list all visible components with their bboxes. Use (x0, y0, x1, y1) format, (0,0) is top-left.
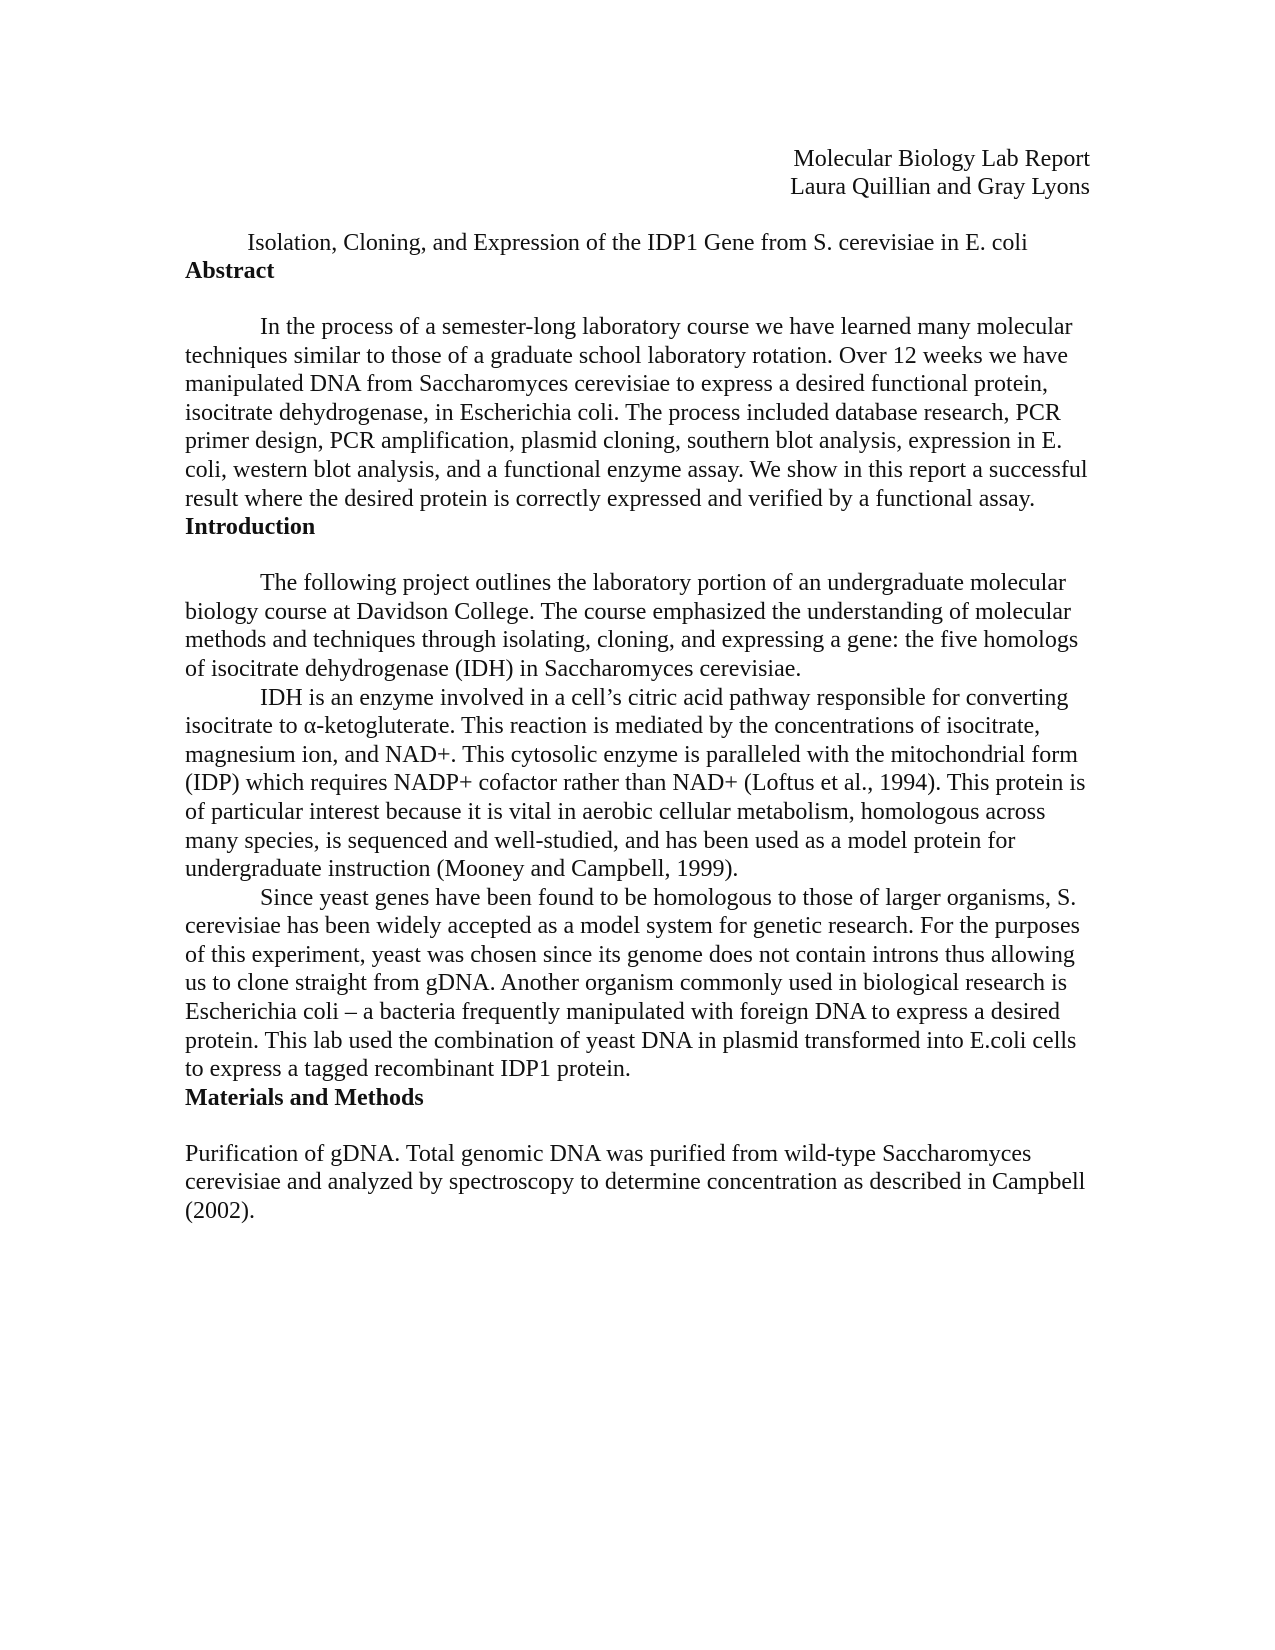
intro-paragraph-2: IDH is an enzyme involved in a cell’s citric acid pathway responsible for converting isocitrate to α-ketogluterate. This reaction is mediated by the concentrations of isocitrate, magnesium ion, and NAD+. This cytosolic enzyme is paralleled with the mitochondrial form (IDP) which requires NADP+ cofactor rather than NAD+ (Loftus et al., 1994). This protein is of particular interest because it is vital in aerobic cellular metabolism, homologous across many species, is sequenced and well-studied, and has been used as a model protein for undergraduate instruction (Mooney and Campbell, 1999). (185, 684, 1086, 883)
methods-heading: Materials and Methods (185, 1084, 424, 1111)
intro-paragraph-1: The following project outlines the laboratory portion of an undergraduate molecular biology course at Davidson College. The course emphasized the understanding of molecular methods and techniques through isolating, cloning, and expressing a gene: the five homologs of isocitrate dehydrogenase (IDH) in Saccharomyces cerevisiae. (185, 570, 1079, 682)
methods-paragraph: Purification of gDNA. Total genomic DNA was purified from wild-type Saccharomyces cerevisiae and analyzed by spectroscopy to determine concentration as described in Campbell (2002). (185, 1140, 1086, 1225)
report-title: Isolation, Cloning, and Expression of the IDP1 Gene from S. cerevisiae in E. coli (247, 230, 1028, 256)
abstract-paragraph: In the process of a semester-long laboratory course we have learned many molecular techniques similar to those of a graduate school laboratory rotation. Over 12 weeks we have manipulated DNA from Saccharomyces cerevisiae to express a desired functional protein, isocitrate dehydrogenase, in Escherichia coli. The process included database research, PCR primer design, PCR amplification, plasmid cloning, southern blot analysis, expression in E. coli, western blot analysis, and a functional enzyme assay. We show in this report a successful result where the desired protein is correctly expressed and verified by a functional assay. (185, 314, 1088, 512)
introduction-heading: Introduction (185, 514, 316, 541)
document-page (185, 145, 1090, 1226)
report-header (185, 145, 1090, 201)
course-line: Molecular Biology Lab Report (793, 146, 1090, 172)
abstract-heading: Abstract (185, 258, 275, 284)
intro-paragraph-3: Since yeast genes have been found to be homologous to those of larger organisms, S. cerevisiae has been widely accepted as a model system for genetic research. For the purposes of this experiment, yeast was chosen since its genome does not contain introns thus allowing us to clone straight from gDNA. Another organism commonly used in biological research is Escherichia coli – a bacteria frequently manipulated with foreign DNA to express a desired protein. This lab used the combination of yeast DNA in plasmid transformed into E.coli cells to express a tagged recombinant IDP1 protein. (185, 884, 1080, 1083)
authors-line: Laura Quillian and Gray Lyons (790, 174, 1090, 200)
